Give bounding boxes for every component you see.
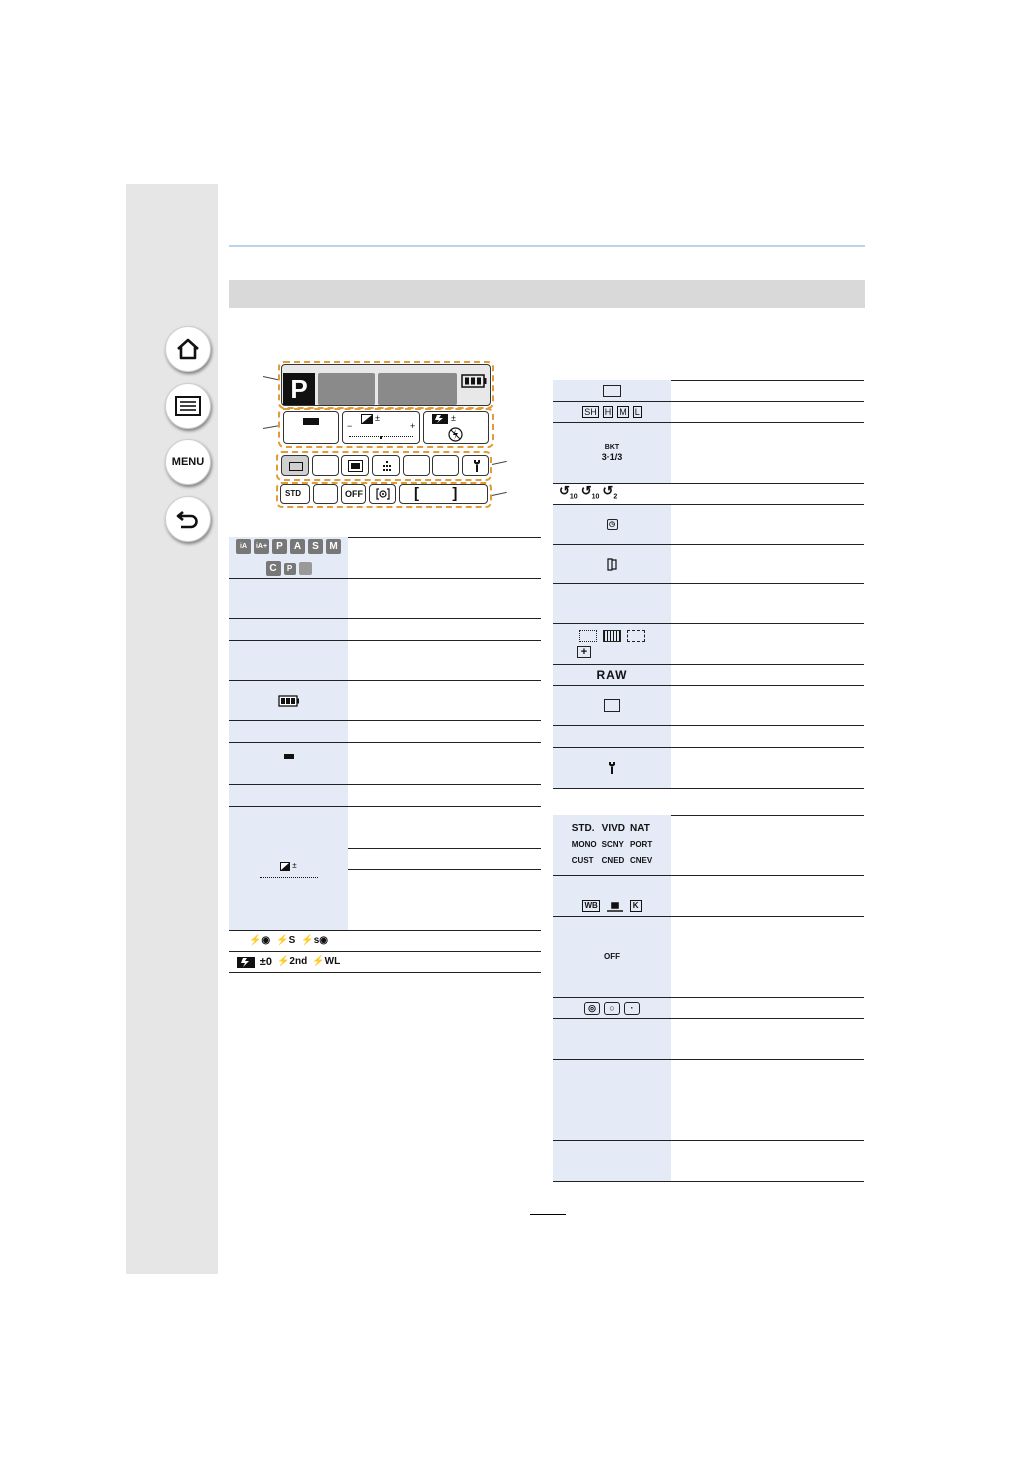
section-heading-bar [229, 280, 865, 308]
sensitivity-box [283, 411, 339, 444]
return-icon [175, 507, 201, 531]
home-icon [175, 336, 201, 362]
menu-button[interactable] [165, 439, 211, 485]
a-mode-icon: A [290, 539, 305, 554]
self-timer-2-icon: $↺_2$ [602, 483, 618, 501]
self-timer-10-icon: $↺_{10}$ [559, 483, 578, 501]
photo-style-portrait: PORT [630, 840, 653, 849]
interval-timer-icon: ◷ [607, 519, 618, 530]
table-row [553, 484, 864, 505]
p-mode-icon: P [272, 539, 287, 554]
callout-line-1 [263, 376, 279, 380]
program-shift-icon: P [284, 563, 296, 575]
single-drive-icon [289, 462, 303, 471]
table-row [229, 952, 541, 973]
flash-slow-redeye-icon: ⚡s◉ [301, 935, 329, 946]
shutter-speed-area [318, 373, 375, 405]
table-row [553, 726, 864, 748]
photo-style-vivid: VIVD [601, 823, 625, 834]
photo-style-monochrome: MONO [571, 840, 597, 849]
exposure-scale [260, 874, 318, 878]
table-row-spacer [553, 789, 864, 815]
af-mode-icon [381, 461, 393, 471]
bkt-value: 3·1/3 [601, 452, 623, 462]
custom-mode-icon [299, 562, 312, 575]
af-1-area-icon: + [577, 646, 591, 658]
flash-wireless-icon: ⚡WL [312, 956, 341, 967]
drive-mode-box [281, 455, 309, 476]
m-mode-icon: M [326, 539, 341, 554]
multi-metering-icon: ◎ [584, 1002, 600, 1015]
exposure-compensation-box [342, 411, 420, 444]
wrench-icon [473, 459, 481, 473]
exposure-scale-center [380, 436, 382, 439]
page-number-underline [530, 1214, 566, 1215]
wrench-icon [608, 761, 616, 775]
lcd-slot-b [403, 455, 430, 476]
flash-adjust-icon [432, 414, 448, 424]
burst-sh-icon: SH [584, 407, 597, 417]
exposure-comp-icon [361, 414, 373, 424]
photo-style-natural: NAT [630, 823, 650, 834]
i-dynamic-box [341, 484, 366, 504]
mode-indicator: P [283, 373, 315, 405]
iso-mark [284, 754, 294, 759]
photo-style-scenery: SCNY [601, 840, 624, 849]
callout-line-3 [492, 461, 507, 465]
table-row [229, 743, 541, 785]
lcd-slot-a [312, 455, 339, 476]
menu-label: MENU [171, 456, 205, 468]
table-row [553, 665, 864, 686]
flash-adjust-icon [237, 957, 255, 968]
table-row [553, 917, 864, 998]
metering-icon [376, 488, 390, 500]
custom-setting-box [462, 455, 489, 476]
scale-minus: − [347, 421, 353, 431]
table-row [553, 998, 864, 1019]
bkt-label: BKT [604, 444, 620, 451]
scale-plus: + [410, 421, 416, 431]
exposure-symbol: ± [375, 413, 380, 423]
header-divider [229, 245, 865, 247]
back-button[interactable] [165, 496, 211, 542]
table-row [553, 624, 864, 665]
table-row [553, 423, 864, 484]
flash-off-icon [448, 427, 463, 442]
table-row [229, 537, 541, 579]
picture-size-icon [348, 460, 363, 472]
table-row [229, 619, 541, 641]
flash-adjust-value: ±0 [259, 956, 272, 968]
battery-icon [278, 695, 300, 707]
flash-slow-icon: ⚡S [276, 935, 296, 946]
center-weighted-icon: ○ [604, 1002, 620, 1015]
contents-button[interactable] [165, 383, 211, 429]
battery-icon [461, 374, 487, 388]
burst-h-icon: H [604, 407, 612, 417]
list-icon [174, 395, 202, 417]
table-row [229, 641, 541, 681]
flash-2nd-curtain-icon: ⚡2nd [276, 956, 308, 967]
photo-style-cinelike-d: CNED [601, 856, 625, 865]
table-row [553, 380, 864, 402]
af-mode-box [372, 455, 400, 476]
table-row [553, 402, 864, 423]
flash-box [423, 411, 489, 444]
lcd-slot-c [432, 455, 459, 476]
table-row [553, 1019, 864, 1060]
color-temp-icon: K [630, 900, 642, 912]
ia-icon: iA [236, 539, 251, 554]
table-row [229, 681, 541, 721]
ia-plus-icon: iA+ [254, 539, 269, 554]
iso-mark [303, 418, 319, 425]
right-indicator-table [553, 380, 864, 1185]
focus-area-box [399, 484, 488, 504]
photo-style-cinelike-v: CNEV [630, 856, 653, 865]
aspect-ratio-icon [604, 699, 620, 712]
callout-line-2 [263, 425, 279, 429]
table-row [553, 584, 864, 624]
burst-l-icon: L [634, 407, 640, 417]
table-row [229, 931, 541, 952]
lcd-slot-d [313, 484, 338, 504]
i-dynamic-off-label: OFF [604, 952, 620, 961]
photo-style-box [280, 484, 310, 504]
exposure-symbol: ± [292, 861, 297, 870]
table-row [229, 807, 541, 931]
af-custom-multi-icon [627, 630, 645, 642]
home-button[interactable] [165, 326, 211, 372]
photo-style-label: STD [285, 489, 301, 498]
left-indicator-table [229, 537, 541, 977]
exposure-comp-icon [280, 862, 290, 871]
single-drive-icon [603, 385, 621, 397]
raw-label: RAW [596, 668, 628, 682]
picture-quality-box [341, 455, 369, 476]
table-row [229, 785, 541, 807]
table-row [553, 505, 864, 545]
table-row [553, 686, 864, 726]
photo-style-custom: CUST [571, 856, 594, 865]
flash-wb-icon: WB [584, 901, 598, 910]
burst-m-icon: M [619, 407, 627, 417]
spot-metering-icon: · [624, 1002, 640, 1015]
mode-icons-cell [229, 537, 348, 578]
table-row [553, 748, 864, 789]
table-row [553, 545, 864, 584]
table-row [553, 1141, 864, 1182]
aperture-area [378, 373, 457, 405]
callout-line-4 [492, 492, 507, 496]
table-row [553, 1060, 864, 1141]
af-49-area-icon [603, 630, 621, 642]
metering-box [369, 484, 396, 504]
focus-bracket: [ ] [414, 485, 458, 502]
af-tracking-icon [579, 630, 597, 642]
self-timer-10-3-icon: $↺_{10}$ [580, 483, 600, 501]
table-row [553, 876, 864, 917]
table-row [553, 815, 864, 876]
photo-style-standard: STD. [571, 823, 595, 834]
i-dynamic-label: OFF [345, 489, 363, 499]
cloudy-wb-icon [606, 900, 624, 912]
table-row [229, 721, 541, 743]
creative-video-icon: C [266, 561, 281, 576]
table-row [229, 579, 541, 619]
flash-adjust-symbol: ± [451, 413, 456, 423]
s-mode-icon: S [308, 539, 323, 554]
stop-motion-icon [607, 558, 617, 571]
flash-redeye-icon: ⚡◉ [248, 935, 271, 946]
